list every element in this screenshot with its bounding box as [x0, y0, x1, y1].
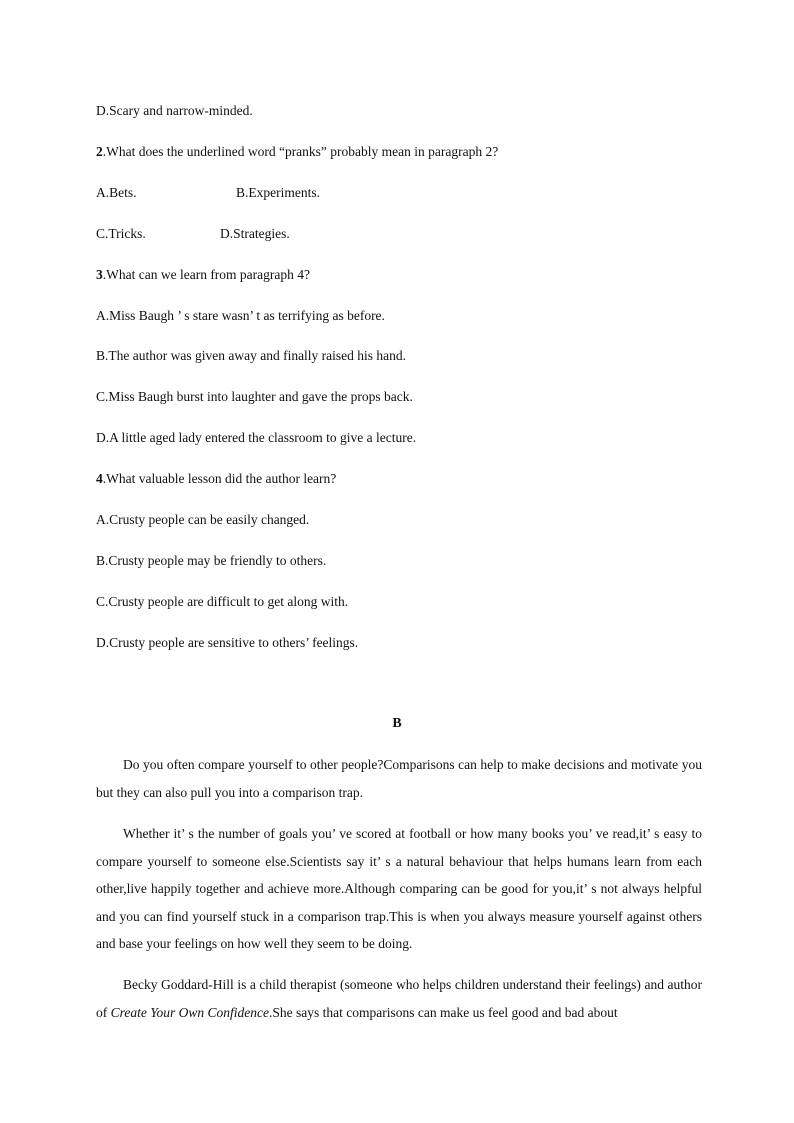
section-title: B [392, 716, 402, 731]
q3-number: 3 [96, 267, 103, 282]
q2-option-c: C.Tricks. [96, 226, 146, 241]
q3-option-a: A.Miss Baugh ’ s stare wasn’ t as terrifying as before. [96, 308, 385, 323]
q2-number: 2 [96, 144, 103, 159]
para3-start: Becky Goddard-Hill is a child therapist (someone who helps children understand their feelings) and author of [96, 977, 702, 1020]
q3-option-c: C.Miss Baugh burst into laughter and gave the props back. [96, 389, 413, 404]
q3-option-d: D.A little aged lady entered the classroom to give a lecture. [96, 430, 417, 445]
q4-number: 4 [96, 471, 103, 486]
q4-option-c: C.Crusty people are difficult to get along with. [96, 594, 349, 609]
q2-option-a: A.Bets. [96, 185, 137, 200]
q4-option-b: B.Crusty people may be friendly to others. [96, 553, 327, 568]
q2-option-b: B.Experiments. [236, 185, 320, 200]
section-b-paragraph-1: Do you often compare yourself to other people?Comparisons can help to make decisions and motivate you but they can also pull you into a comparison trap. [96, 757, 702, 800]
q3-option-b: B.The author was given away and finally raised his hand. [96, 348, 407, 363]
q4-question-text: .What valuable lesson did the author learn? [102, 471, 337, 486]
para3-end: .She says that comparisons can make us feel good and bad about [269, 1004, 618, 1020]
q3-question-text: .What can we learn from paragraph 4? [102, 267, 311, 282]
book-title: Create Your Own Confidence [110, 1004, 269, 1020]
q4-option-a: A.Crusty people can be easily changed. [96, 512, 310, 527]
q1-option-d: D.Scary and narrow-minded. [96, 103, 253, 118]
q2-question-text: .What does the underlined word “pranks” probably mean in paragraph 2? [102, 144, 499, 159]
section-b-paragraph-2: Whether it’ s the number of goals you’ ve scored at football or how many books you’ ve read,it’ s easy to compare yourself to someone else.Scientists say it’ s a natural behaviour that helps humans learn from each other,live happily together and achieve more.Although comparing can be good for you,it’ s not always helpful and you can find yourself stuck in a comparison trap.This is when you always measure yourself against others and base your feelings on how well they seem to be doing. [96, 826, 702, 952]
q4-question [96, 471, 336, 487]
q4-option-d: D.Crusty people are sensitive to others’ feelings. [96, 635, 359, 650]
section-b-paragraph-3 [96, 971, 702, 1026]
q3-question [96, 267, 310, 283]
q2-question [96, 144, 498, 160]
q2-option-d: D.Strategies. [220, 226, 290, 241]
